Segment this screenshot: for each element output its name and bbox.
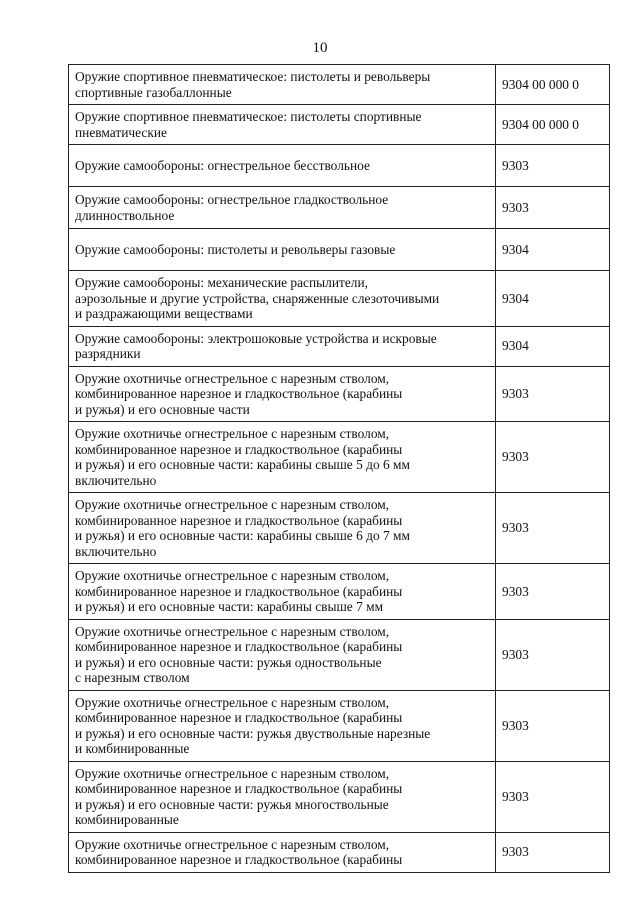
- description-line: комбинированное нарезное и гладкоствольное (карабины: [75, 583, 403, 599]
- tn-ved-code: 9304 00 000 0: [496, 65, 610, 105]
- description-line: Оружие охотничье огнестрельное с нарезным стволом,: [75, 694, 390, 710]
- table-row: [69, 366, 610, 422]
- table-row: [69, 229, 610, 271]
- tn-ved-code: 9303: [496, 690, 610, 761]
- table-row: [69, 326, 610, 366]
- table-row: [69, 564, 610, 620]
- item-description: [69, 832, 496, 872]
- table-row: [69, 422, 610, 493]
- table-row: [69, 493, 610, 564]
- description-line: разрядники: [75, 346, 141, 361]
- item-description: [69, 690, 496, 761]
- description-line: и ружья) и его основные части: карабины свыше 5 до 6 мм: [75, 457, 410, 472]
- description-line: спортивные газобаллонные: [75, 84, 232, 100]
- tn-ved-code: 9303: [496, 422, 610, 493]
- tn-ved-code: 9304: [496, 271, 610, 327]
- item-description: [69, 187, 496, 229]
- description-line: Оружие самообороны: пистолеты и револьверы газовые: [75, 241, 396, 257]
- description-line: включительно: [75, 472, 157, 488]
- description-line: Оружие охотничье огнестрельное с нарезным стволом,: [75, 836, 390, 852]
- tn-ved-code: 9304 00 000 0: [496, 105, 610, 145]
- description-line: Оружие охотничье огнестрельное с нарезным стволом,: [75, 623, 390, 639]
- table-row: [69, 832, 610, 872]
- page-number: 10: [312, 40, 328, 56]
- description-line: Оружие спортивное пневматическое: пистолеты спортивные: [75, 109, 422, 124]
- description-line: Оружие самообороны: электрошоковые устройства и искровые: [75, 330, 437, 346]
- description-line: и ружья) и его основные части: ружья одноствольные: [75, 654, 382, 670]
- description-line: Оружие самообороны: механические распылители,: [75, 275, 368, 290]
- description-line: комбинированные: [75, 812, 179, 827]
- item-description: [69, 761, 496, 832]
- item-description: [69, 326, 496, 366]
- tn-ved-code: 9303: [496, 761, 610, 832]
- description-line: Оружие охотничье огнестрельное с нарезным стволом,: [75, 370, 390, 386]
- description-line: Оружие самообороны: огнестрельное гладкоствольное: [75, 192, 389, 207]
- description-line: комбинированное нарезное и гладкоствольное (карабины: [75, 512, 403, 528]
- table-row: [69, 105, 610, 145]
- item-description: [69, 271, 496, 327]
- description-line: и ружья) и его основные части: ружья двуствольные нарезные: [75, 725, 431, 741]
- tn-ved-code: 9304: [496, 326, 610, 366]
- description-line: включительно: [75, 543, 157, 559]
- description-line: Оружие охотничье огнестрельное с нарезным стволом,: [75, 568, 390, 583]
- description-line: пневматические: [75, 124, 167, 140]
- tn-ved-code: 9303: [496, 366, 610, 422]
- weapons-code-table: [68, 64, 610, 873]
- description-line: комбинированное нарезное и гладкоствольное (карабины: [75, 710, 403, 725]
- item-description: [69, 145, 496, 187]
- table-row: [69, 145, 610, 187]
- description-line: и ружья) и его основные части: ружья многоствольные: [75, 796, 389, 812]
- description-line: комбинированное нарезное и гладкоствольное (карабины: [75, 386, 403, 401]
- item-description: [69, 65, 496, 105]
- description-line: комбинированное нарезное и гладкоствольное (карабины: [75, 639, 403, 654]
- description-line: комбинированное нарезное и гладкоствольное (карабины: [75, 852, 403, 867]
- table-row: [69, 619, 610, 690]
- table-row: [69, 271, 610, 327]
- item-description: [69, 229, 496, 271]
- table-row: [69, 761, 610, 832]
- tn-ved-code: 9303: [496, 187, 610, 229]
- item-description: [69, 493, 496, 564]
- description-line: Оружие охотничье огнестрельное с нарезным стволом,: [75, 426, 390, 441]
- description-line: и ружья) и его основные части: карабины свыше 6 до 7 мм: [75, 528, 410, 543]
- description-line: и ружья) и его основные части: карабины свыше 7 мм: [75, 599, 384, 614]
- description-line: аэрозольные и другие устройства, снаряженные слезоточивыми: [75, 290, 440, 306]
- description-line: и ружья) и его основные части: [75, 401, 250, 417]
- item-description: [69, 366, 496, 422]
- item-description: [69, 105, 496, 145]
- description-line: длинноствольное: [75, 207, 175, 223]
- description-line: комбинированное нарезное и гладкоствольное (карабины: [75, 441, 403, 457]
- description-line: Оружие самообороны: огнестрельное бесствольное: [75, 157, 370, 173]
- description-line: Оружие охотничье огнестрельное с нарезным стволом,: [75, 765, 390, 781]
- table-body: [69, 65, 610, 873]
- tn-ved-code: 9303: [496, 619, 610, 690]
- tn-ved-code: 9303: [496, 145, 610, 187]
- description-line: комбинированное нарезное и гладкоствольное (карабины: [75, 781, 403, 796]
- item-description: [69, 564, 496, 620]
- tn-ved-code: 9303: [496, 564, 610, 620]
- tn-ved-code: 9303: [496, 493, 610, 564]
- description-line: и комбинированные: [75, 741, 190, 756]
- tn-ved-code: 9304: [496, 229, 610, 271]
- table-row: [69, 690, 610, 761]
- table-row: [69, 187, 610, 229]
- description-line: Оружие охотничье огнестрельное с нарезным стволом,: [75, 497, 390, 512]
- item-description: [69, 619, 496, 690]
- description-line: и раздражающими веществами: [75, 306, 253, 321]
- item-description: [69, 422, 496, 493]
- description-line: Оружие спортивное пневматическое: пистолеты и револьверы: [75, 69, 431, 84]
- tn-ved-code: 9303: [496, 832, 610, 872]
- table-row: [69, 65, 610, 105]
- description-line: с нарезным стволом: [75, 670, 190, 685]
